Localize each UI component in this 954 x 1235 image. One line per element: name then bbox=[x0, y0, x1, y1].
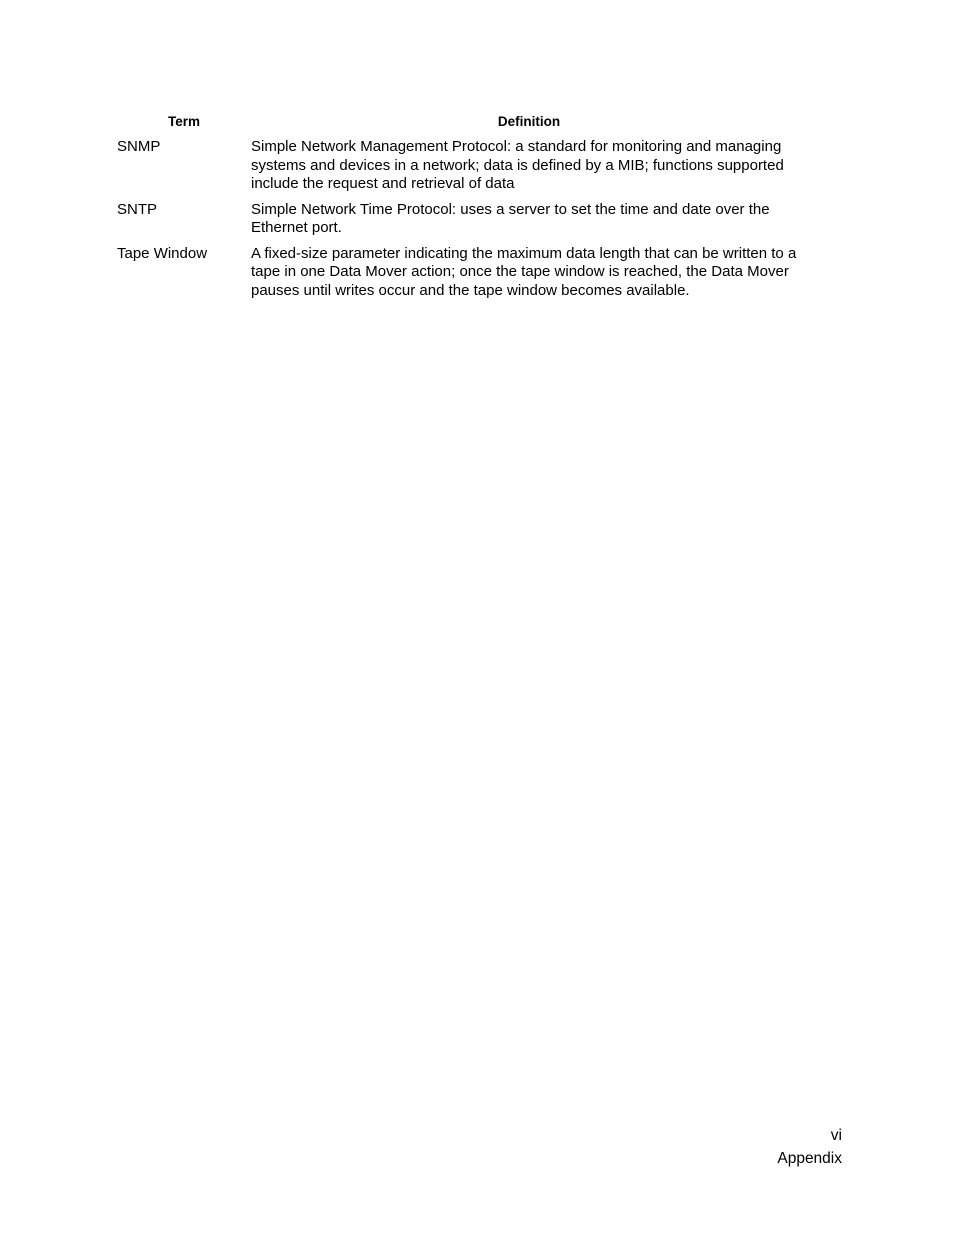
table-row bbox=[117, 134, 807, 197]
footer-section-title: Appendix bbox=[777, 1150, 842, 1167]
term-column-header: Term bbox=[167, 114, 200, 129]
page-number: vi bbox=[830, 1127, 842, 1144]
definition-snmp: Simple Network Management Protocol: a standard for monitoring and managing systems and devices in a network; data is defined by a MIB; functions supported include the request and retrieval of data bbox=[251, 138, 784, 192]
table-row bbox=[117, 197, 807, 241]
term-sntp: SNTP bbox=[117, 200, 158, 218]
definition-column-header: Definition bbox=[497, 114, 561, 129]
definition-sntp: Simple Network Time Protocol: uses a server to set the time and date over the Ethernet port. bbox=[251, 200, 770, 236]
term-tape-window: Tape Window bbox=[117, 244, 208, 262]
term-snmp: SNMP bbox=[117, 138, 161, 155]
table-row bbox=[117, 241, 807, 304]
table-header-row bbox=[117, 114, 807, 134]
definition-tape-window: A fixed-size parameter indicating the maximum data length that can be written to a tape in one Data Mover action; once the tape window is reached, the Data Mover pauses until writes occur and the tape window becomes available. bbox=[251, 244, 797, 299]
glossary-table bbox=[117, 114, 807, 303]
